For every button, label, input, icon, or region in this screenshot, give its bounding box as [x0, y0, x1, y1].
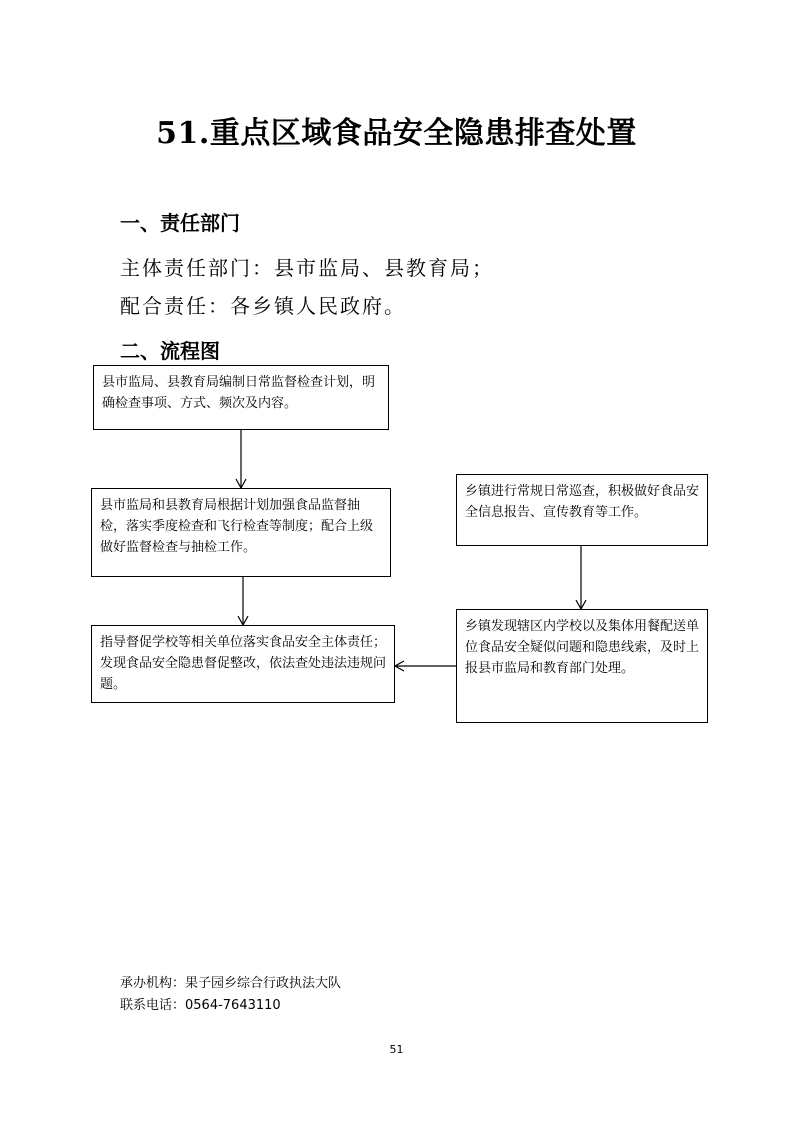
section-heading-responsibility: 一、责任部门	[120, 211, 240, 235]
footer-phone: 联系电话：0564-7643110	[120, 998, 281, 1013]
section-heading-flowchart: 二、流程图	[120, 339, 220, 363]
flow-box-report: 乡镇发现辖区内学校以及集体用餐配送单位食品安全疑似问题和隐患线索，及时上报县市监局和教育部门处理。	[456, 609, 708, 723]
arrow-patrol-to-report	[576, 546, 586, 609]
page-title: 51.重点区域食品安全隐患排查处置	[156, 116, 637, 151]
page-number: 51	[389, 1043, 404, 1056]
flow-box-patrol: 乡镇进行常规日常巡查，积极做好食品安全信息报告、宣传教育等工作。	[456, 474, 708, 546]
flow-box-guide: 指导督促学校等相关单位落实食品安全主体责任；发现食品安全隐患督促整改，依法查处违法违规问题。	[91, 625, 395, 703]
footer-organizer: 承办机构：果子园乡综合行政执法大队	[120, 976, 342, 991]
cooperating-dept: 配合责任：各乡镇人民政府。	[120, 294, 406, 318]
arrow-plan-to-inspect	[236, 430, 246, 488]
flow-box-inspect: 县市监局和县教育局根据计划加强食品监督抽检，落实季度检查和飞行检查等制度；配合上级做好监督检查与抽检工作。	[91, 488, 391, 577]
arrow-report-to-guide	[395, 661, 456, 671]
flow-box-plan: 县市监局、县教育局编制日常监督检查计划，明确检查事项、方式、频次及内容。	[93, 365, 389, 430]
arrow-inspect-to-guide	[238, 577, 248, 625]
main-responsible-dept: 主体责任部门：县市监局、县教育局；	[120, 256, 494, 280]
